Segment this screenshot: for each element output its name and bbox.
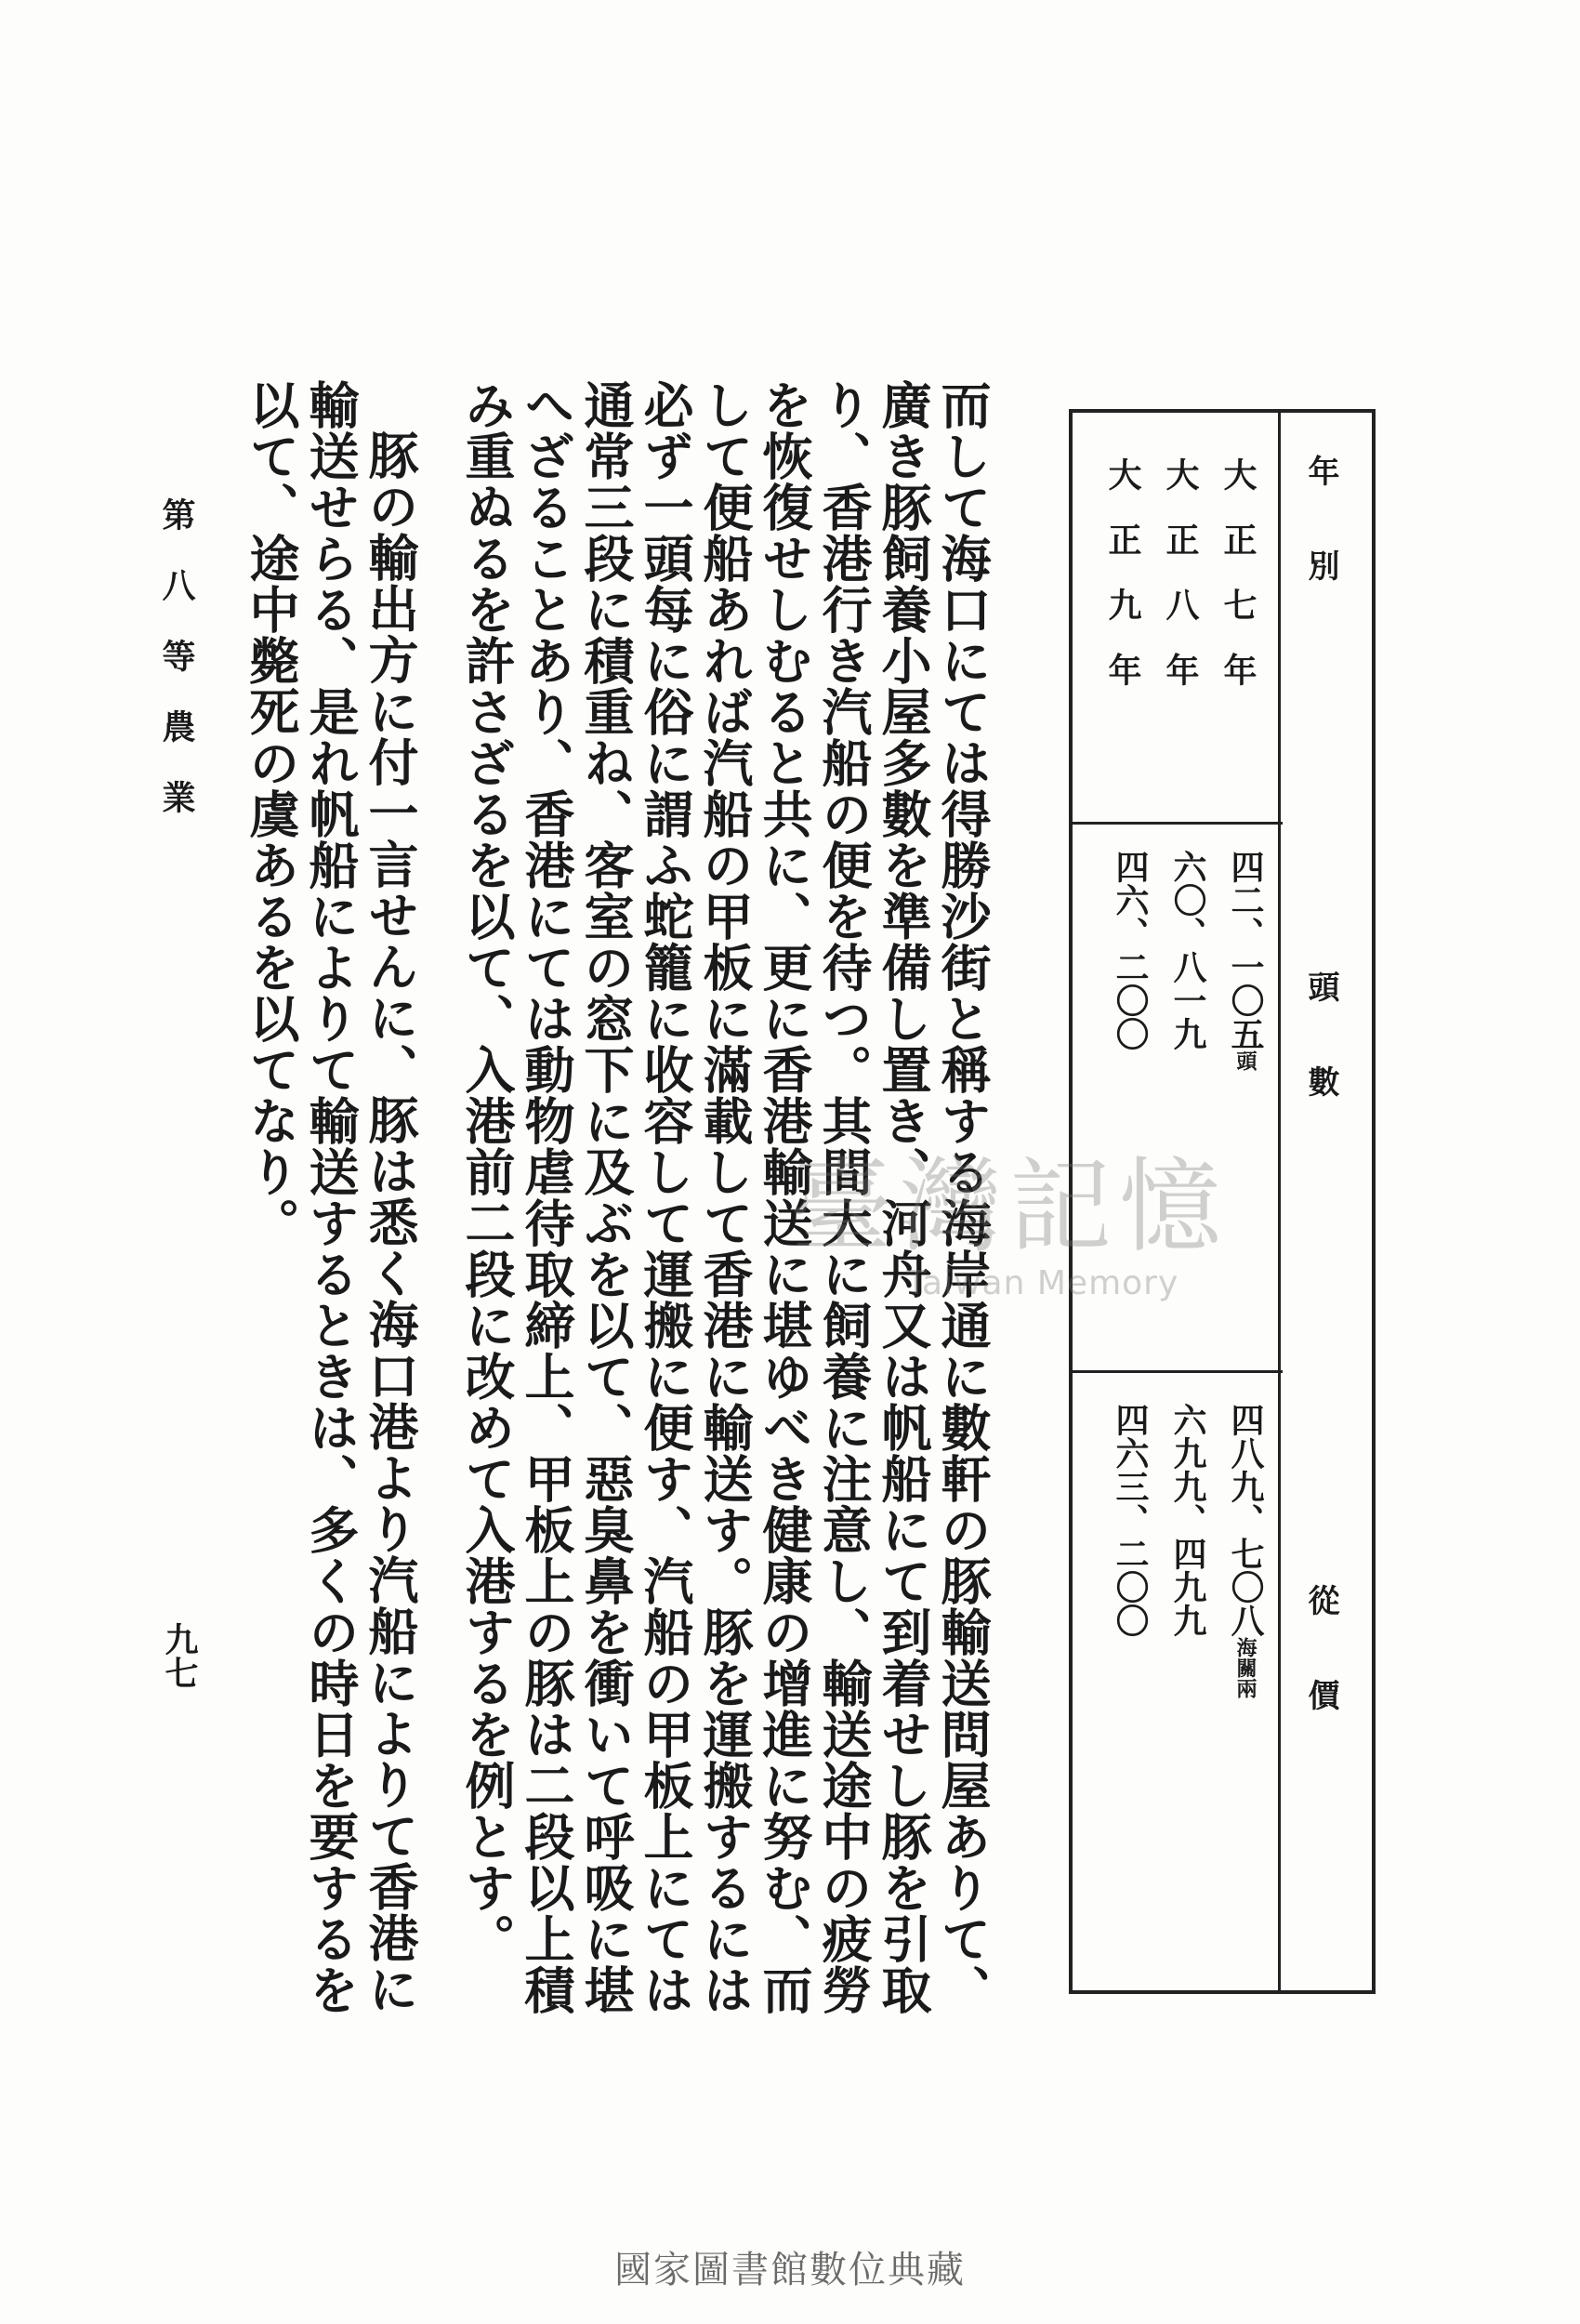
table-header-column — [1278, 413, 1372, 1990]
paragraph-1: 而して海口にては得勝沙街と稱する海岸通に數軒の豚輸送問屋ありて、廣き豚飼養小屋多數を準備し置き、河舟又は帆船にて到着せし豚を引取り、香港行き汽船の便を待つ。其間大に飼養に注意し、輸送途中の疲勞を恢復せしむると共に、更に香港輸送に堪ゆべき健康の增進に努む、而して便船あれば汽船の甲板に滿載して香港に輸送す。豚を運搬するには必ず一頭每に俗に謂ふ蛇籠に收容して運搬に便す、汽船の甲板上にては通常三段に積重ね、客室の窓下に及ぶを以て、惡臭鼻を衝いて呼吸に堪へざることあり、香港にては動物虐待取締上、甲板上の豚は二段以上積み重ぬるを許さざるを以て、入港前二段に改めて入港するを例とす。 — [457, 379, 993, 2015]
watermark-logo — [771, 1125, 1255, 1311]
row-head-count: 四六、二〇〇 — [1111, 850, 1150, 1050]
archive-caption: 國家圖書館數位典藏 — [614, 2249, 966, 2291]
row-year: 大正九年 — [1103, 457, 1142, 718]
paragraph-2: 豚の輸出方に付一言せんに、豚は悉く海口港より汽船によりて香港に輸送せらる、是れ帆船によりて輸送するときは、多くの時日を要するを以て、途中斃死の虞あるを以てなり。 — [242, 379, 420, 2015]
section-label: 第八等農業 — [157, 497, 196, 851]
head-unit: 頭 — [1233, 1050, 1257, 1071]
header-year: 年 別 — [1302, 455, 1339, 581]
header-head-count: 頭 數 — [1302, 971, 1339, 1097]
row-head-count: 四二、一〇五頭 — [1226, 850, 1265, 1071]
row-value: 六九九、四九九 — [1168, 1403, 1207, 1637]
row-value: 四六三、二〇〇 — [1111, 1403, 1150, 1637]
page-number: 九七 — [160, 1622, 199, 1689]
row-year: 大正七年 — [1218, 457, 1257, 718]
watermark-subtext: Taiwan Memory — [906, 1264, 1179, 1302]
row-year: 大正八年 — [1161, 457, 1200, 718]
row-value: 四八九、七〇八海關兩 — [1226, 1403, 1265, 1698]
row-head-count: 六〇、八一九 — [1168, 850, 1207, 1050]
value-unit: 海關兩 — [1233, 1637, 1257, 1698]
watermark-text: 臺灣記憶 — [790, 1147, 1229, 1266]
header-value: 從 價 — [1302, 1584, 1339, 1710]
